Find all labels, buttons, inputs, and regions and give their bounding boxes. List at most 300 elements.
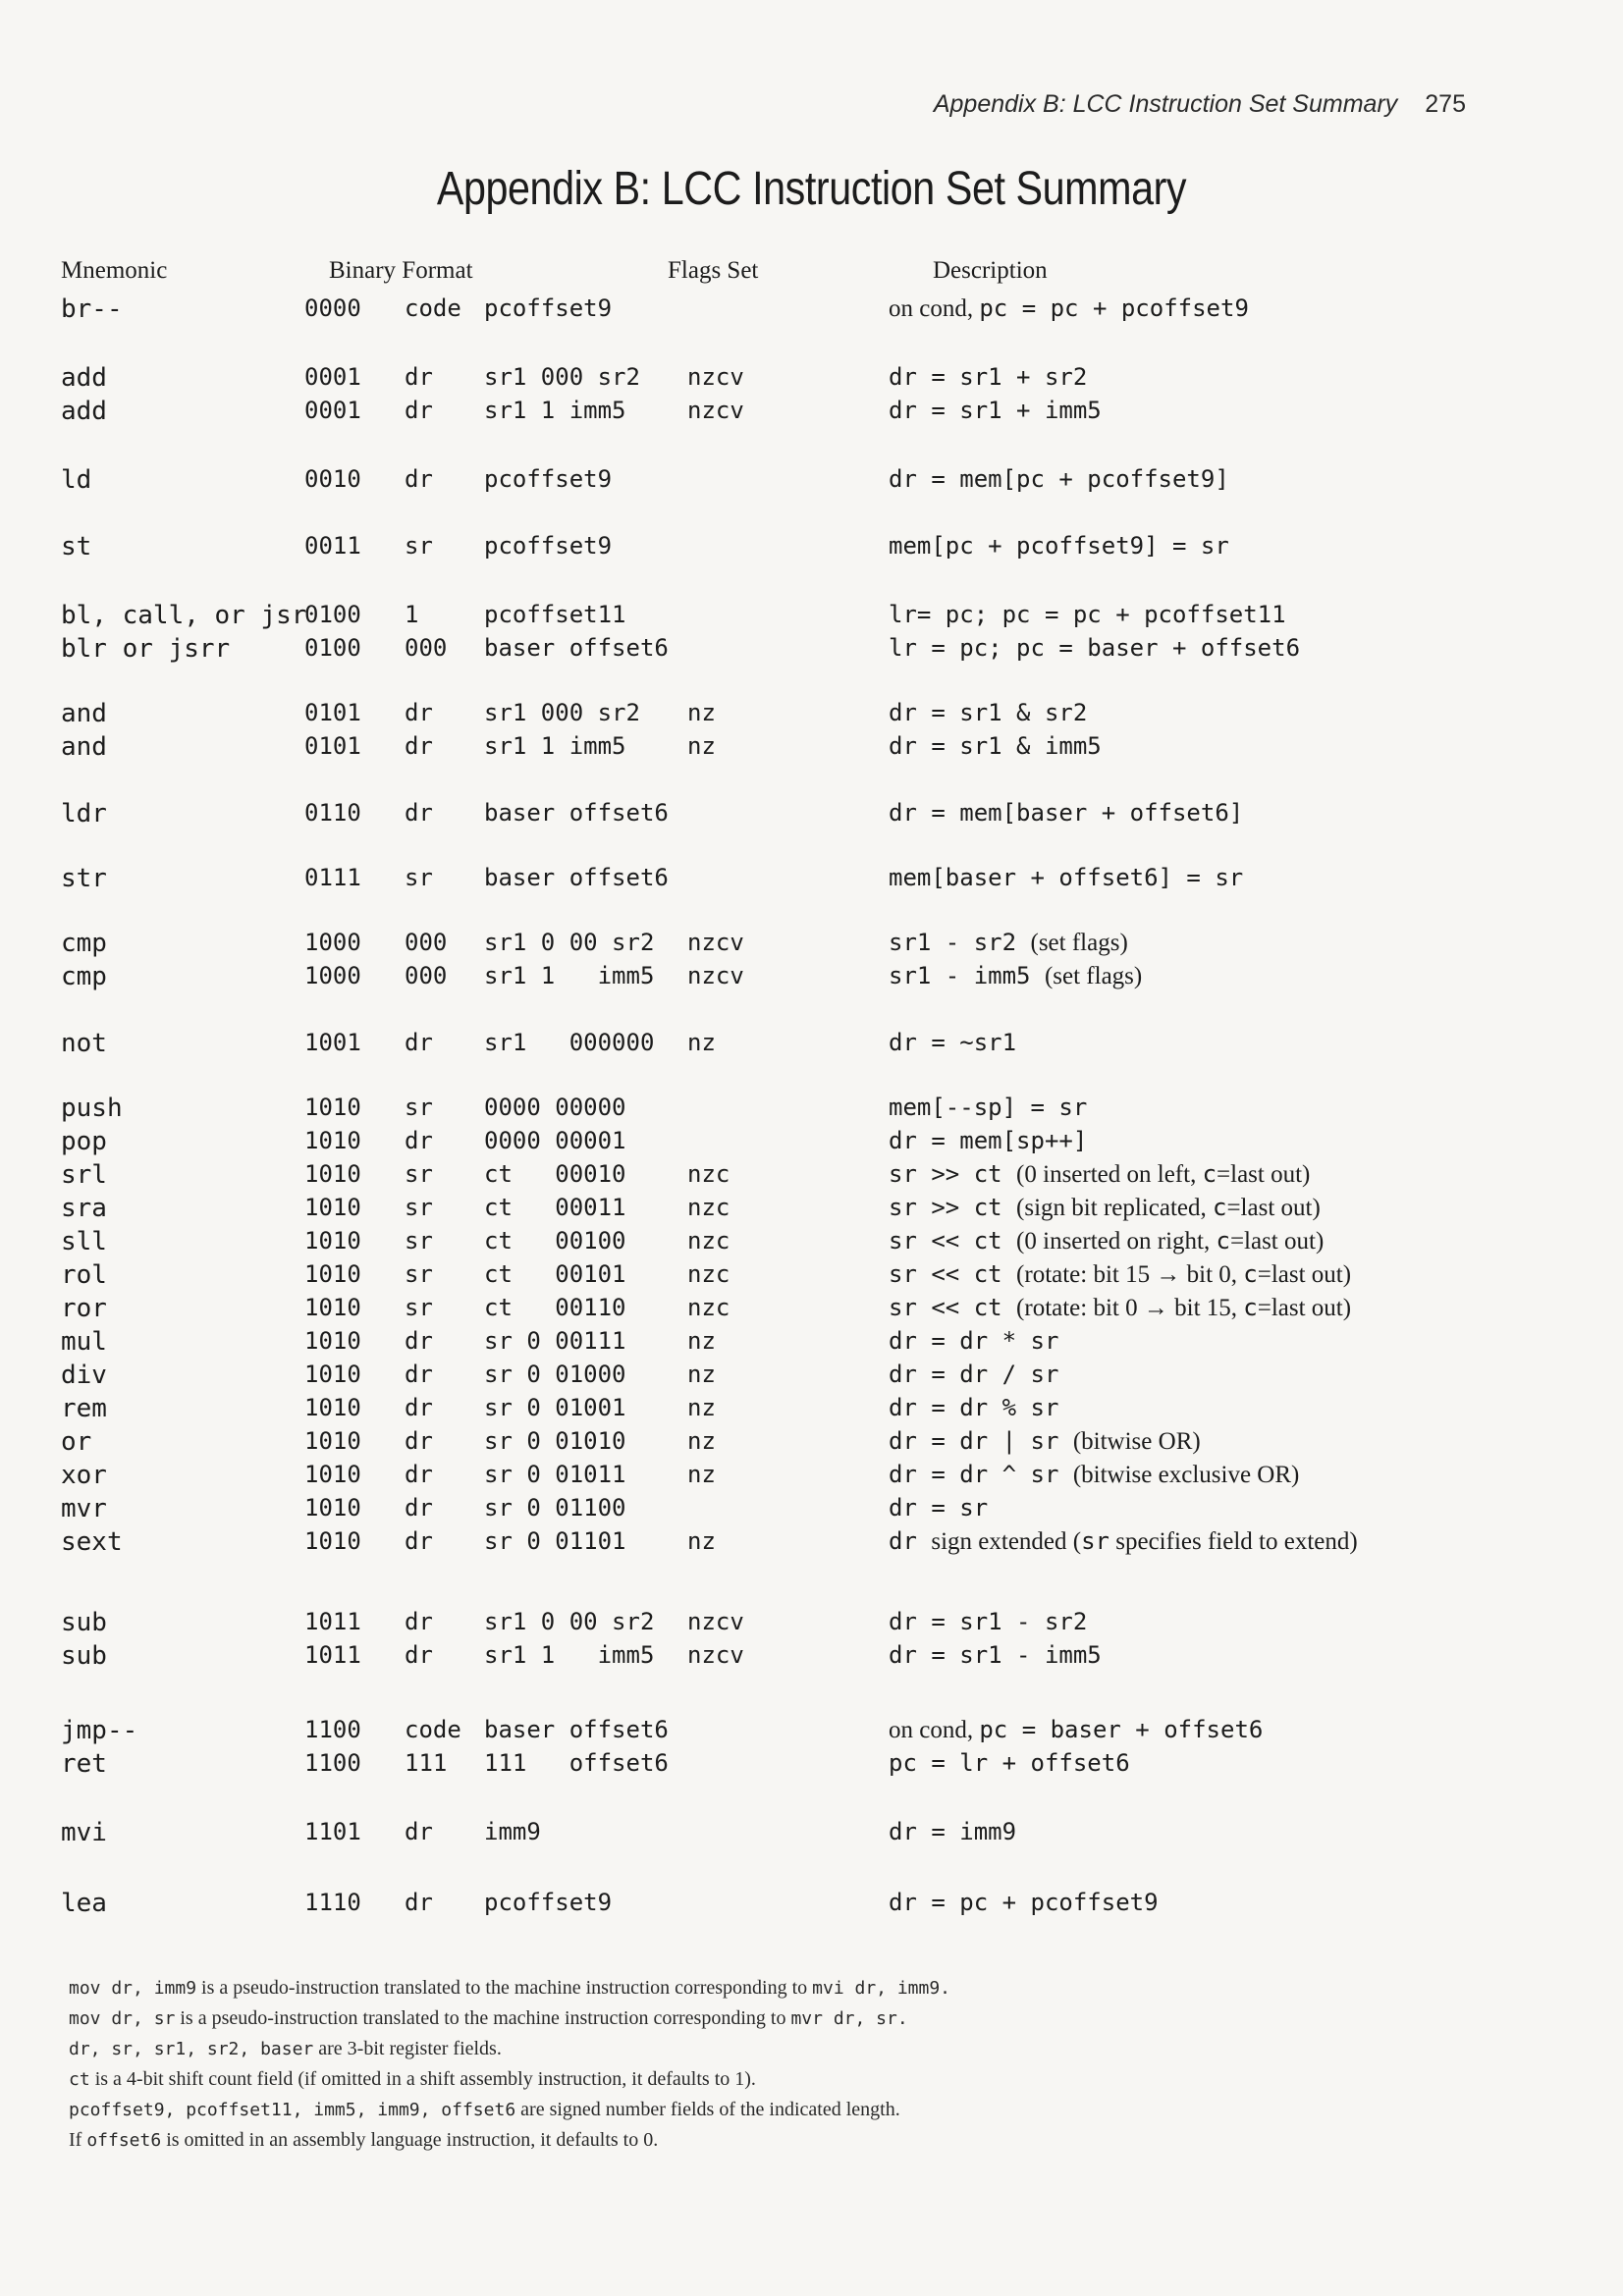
description-text: dr = ~sr1 [889, 1029, 1017, 1056]
table-row [0, 1194, 1623, 1227]
description-text: (0 inserted on right, [1016, 1228, 1217, 1255]
operand-cell: sr1 1 imm5 [484, 1641, 655, 1669]
description-cell [889, 397, 1102, 425]
mnemonic-cell: srl [61, 1160, 107, 1190]
field-cell: sr [405, 1094, 433, 1121]
table-row [0, 732, 1623, 766]
flags-cell: nzcv [687, 397, 744, 424]
description-cell [889, 1716, 1263, 1744]
mnemonic-cell: pop [61, 1127, 107, 1156]
opcode-cell: 1011 [304, 1641, 361, 1669]
footnote-text: If [69, 2129, 87, 2151]
field-cell: sr [405, 1160, 433, 1188]
flags-cell: nz [687, 1361, 716, 1388]
footnote-line [69, 2003, 1492, 2034]
footnote-text: is omitted in an assembly language instruction, it defaults to 0. [161, 2129, 659, 2151]
field-cell: dr [405, 1361, 433, 1388]
description-cell [889, 864, 1243, 892]
table-row [0, 864, 1623, 897]
opcode-cell: 1010 [304, 1194, 361, 1221]
field-cell: 000 [405, 962, 448, 989]
mnemonic-cell: or [61, 1427, 92, 1457]
mnemonic-cell: add [61, 397, 107, 426]
operand-cell: ct 00100 [484, 1227, 626, 1255]
footnote-line [69, 1973, 1492, 2003]
field-cell: 000 [405, 634, 448, 662]
description-text: (rotate: bit 0 → bit 15, [1016, 1295, 1244, 1321]
flags-cell: nz [687, 1461, 716, 1488]
operand-cell: sr 0 00111 [484, 1327, 626, 1355]
description-text: dr = mem[pc + pcoffset9] [889, 465, 1229, 493]
operand-cell: sr1 000 sr2 [484, 699, 640, 726]
description-cell [889, 1260, 1351, 1289]
footnote-text: mov dr, imm9 [69, 1978, 197, 1999]
description-cell [889, 363, 1087, 392]
flags-cell: nzcv [687, 363, 744, 391]
operand-cell: sr1 1 imm5 [484, 962, 655, 989]
mnemonic-cell: ldr [61, 799, 107, 828]
page-title: Appendix B: LCC Instruction Set Summary [436, 163, 1187, 215]
table-row [0, 1160, 1623, 1194]
table-row [0, 1527, 1623, 1561]
operand-cell: ct 00110 [484, 1294, 626, 1321]
operand-cell: sr1 1 imm5 [484, 732, 626, 760]
description-cell [889, 294, 1249, 323]
opcode-cell: 1011 [304, 1608, 361, 1635]
field-cell: dr [405, 1641, 433, 1669]
opcode-cell: 1001 [304, 1029, 361, 1056]
field-cell: dr [405, 1394, 433, 1421]
field-cell: dr [405, 363, 433, 391]
table-row [0, 601, 1623, 634]
operand-cell: pcoffset9 [484, 1889, 613, 1916]
description-cell [889, 1818, 1016, 1846]
opcode-cell: 0110 [304, 799, 361, 827]
description-text: (set flags) [1030, 930, 1128, 956]
table-row [0, 1361, 1623, 1394]
description-cell [889, 601, 1286, 629]
description-cell [889, 1294, 1351, 1322]
operand-cell: ct 00010 [484, 1160, 626, 1188]
table-row [0, 962, 1623, 995]
mnemonic-cell: sub [61, 1608, 107, 1637]
description-text: dr = dr % sr [889, 1394, 1059, 1421]
description-text: sign extended ( [931, 1528, 1082, 1555]
table-row [0, 1749, 1623, 1783]
description-cell [889, 1160, 1310, 1189]
mnemonic-cell: str [61, 864, 107, 893]
field-cell: sr [405, 532, 433, 560]
field-cell: 111 [405, 1749, 448, 1777]
opcode-cell: 0101 [304, 699, 361, 726]
mnemonic-cell: and [61, 699, 107, 728]
field-cell: dr [405, 1527, 433, 1555]
field-cell: code [405, 1716, 461, 1743]
description-text: =last out) [1229, 1228, 1325, 1255]
footnote-text: dr, sr, sr1, sr2, baser [69, 2039, 314, 2059]
table-row [0, 1327, 1623, 1361]
description-text: dr = dr ^ sr [889, 1461, 1073, 1488]
field-cell: 000 [405, 929, 448, 956]
mnemonic-cell: sext [61, 1527, 123, 1557]
description-cell [889, 732, 1102, 761]
footnote-line [69, 2064, 1492, 2095]
field-cell: dr [405, 1427, 433, 1455]
table-row [0, 1227, 1623, 1260]
opcode-cell: 0001 [304, 397, 361, 424]
operand-cell: sr1 0 00 sr2 [484, 929, 655, 956]
description-text: c [1202, 1160, 1217, 1188]
opcode-cell: 0011 [304, 532, 361, 560]
operand-cell: sr1 0 00 sr2 [484, 1608, 655, 1635]
field-cell: sr [405, 1227, 433, 1255]
opcode-cell: 1101 [304, 1818, 361, 1845]
description-cell [889, 929, 1128, 957]
flags-cell: nzcv [687, 929, 744, 956]
description-cell [889, 962, 1142, 990]
field-cell: dr [405, 1029, 433, 1056]
description-cell [889, 1494, 988, 1522]
operand-cell: baser offset6 [484, 799, 669, 827]
operand-cell: pcoffset9 [484, 532, 613, 560]
field-cell: dr [405, 732, 433, 760]
column-headers [0, 257, 1623, 287]
opcode-cell: 1100 [304, 1749, 361, 1777]
mnemonic-cell: sub [61, 1641, 107, 1671]
mnemonic-cell: ld [61, 465, 92, 495]
opcode-cell: 1010 [304, 1461, 361, 1488]
table-row [0, 532, 1623, 565]
description-text: c [1213, 1194, 1227, 1221]
operand-cell: sr1 000000 [484, 1029, 655, 1056]
description-text: dr = imm9 [889, 1818, 1017, 1845]
opcode-cell: 1110 [304, 1889, 361, 1916]
table-row [0, 1818, 1623, 1851]
operand-cell: sr 0 01101 [484, 1527, 626, 1555]
opcode-cell: 1000 [304, 929, 361, 956]
opcode-cell: 1010 [304, 1160, 361, 1188]
footnote-line [69, 2125, 1492, 2156]
flags-cell: nz [687, 699, 716, 726]
field-cell: dr [405, 1127, 433, 1154]
description-text: sr1 - sr2 [889, 929, 1031, 956]
description-cell [889, 1427, 1201, 1456]
operand-cell: imm9 [484, 1818, 541, 1845]
description-cell [889, 1361, 1058, 1389]
description-text: dr = sr1 + imm5 [889, 397, 1102, 424]
operand-cell: pcoffset9 [484, 465, 613, 493]
field-cell: dr [405, 1461, 433, 1488]
description-text: c [1216, 1227, 1230, 1255]
description-text: c [1243, 1294, 1258, 1321]
description-text: =last out) [1226, 1195, 1321, 1221]
description-text: sr >> ct [889, 1194, 1017, 1221]
field-cell: dr [405, 1327, 433, 1355]
description-text: specifies field to extend) [1109, 1528, 1358, 1555]
description-cell [889, 1889, 1159, 1917]
description-text: mem[baser + offset6] = sr [889, 864, 1244, 891]
opcode-cell: 0101 [304, 732, 361, 760]
flags-cell: nzc [687, 1227, 730, 1255]
description-text: on cond, [889, 295, 980, 322]
footnote-text: mov dr, sr [69, 2008, 176, 2029]
description-text: dr = dr / sr [889, 1361, 1059, 1388]
description-cell [889, 1094, 1087, 1122]
description-text: dr = sr1 - sr2 [889, 1608, 1088, 1635]
field-cell: dr [405, 465, 433, 493]
description-text: dr = sr1 + sr2 [889, 363, 1088, 391]
table-row [0, 397, 1623, 430]
table-row [0, 1127, 1623, 1160]
operand-cell: baser offset6 [484, 1716, 669, 1743]
mnemonic-cell: mul [61, 1327, 107, 1357]
mnemonic-cell: rem [61, 1394, 107, 1423]
mnemonic-cell: push [61, 1094, 123, 1123]
flags-cell: nzc [687, 1194, 730, 1221]
description-text: (bitwise OR) [1072, 1428, 1201, 1455]
description-text: dr [889, 1527, 932, 1555]
header-description: Description [933, 257, 1048, 284]
table-row [0, 1889, 1623, 1922]
description-text: dr = dr * sr [889, 1327, 1059, 1355]
table-row [0, 634, 1623, 667]
footnote-text: are 3-bit register fields. [313, 2038, 502, 2059]
page-number: 275 [1425, 90, 1466, 118]
running-head [934, 90, 1466, 119]
opcode-cell: 1010 [304, 1427, 361, 1455]
opcode-cell: 0000 [304, 294, 361, 322]
operand-cell: sr 0 01011 [484, 1461, 626, 1488]
mnemonic-cell: jmp-- [61, 1716, 138, 1745]
header-binary-format: Binary Format [329, 257, 473, 284]
table-row [0, 1094, 1623, 1127]
description-cell [889, 1461, 1299, 1489]
description-text: c [1243, 1260, 1258, 1288]
mnemonic-cell: ror [61, 1294, 107, 1323]
table-row [0, 1427, 1623, 1461]
field-cell: sr [405, 1260, 433, 1288]
description-text: (bitwise exclusive OR) [1072, 1462, 1300, 1488]
description-text: pc = baser + offset6 [979, 1716, 1264, 1743]
description-cell [889, 1327, 1058, 1356]
description-text: dr = sr [889, 1494, 989, 1522]
description-text: mem[pc + pcoffset9] = sr [889, 532, 1229, 560]
table-row [0, 1394, 1623, 1427]
table-row [0, 465, 1623, 499]
flags-cell: nz [687, 1527, 716, 1555]
description-text: dr = sr1 & sr2 [889, 699, 1088, 726]
mnemonic-cell: sra [61, 1194, 107, 1223]
field-cell: sr [405, 1194, 433, 1221]
description-cell [889, 532, 1229, 561]
flags-cell: nzcv [687, 962, 744, 989]
description-cell [889, 699, 1087, 727]
mnemonic-cell: not [61, 1029, 107, 1058]
operand-cell: baser offset6 [484, 634, 669, 662]
operand-cell: 0000 00001 [484, 1127, 626, 1154]
opcode-cell: 1010 [304, 1394, 361, 1421]
footnotes [69, 1973, 1492, 2156]
operand-cell: pcoffset11 [484, 601, 626, 628]
mnemonic-cell: ret [61, 1749, 107, 1779]
description-text: dr = mem[sp++] [889, 1127, 1088, 1154]
description-text: pc = pc + pcoffset9 [979, 294, 1249, 322]
table-row [0, 1029, 1623, 1062]
field-cell: dr [405, 699, 433, 726]
description-text: dr = sr1 & imm5 [889, 732, 1102, 760]
operand-cell: ct 00011 [484, 1194, 626, 1221]
flags-cell: nzcv [687, 1608, 744, 1635]
description-text: (sign bit replicated, [1016, 1195, 1213, 1221]
field-cell: 1 [405, 601, 419, 628]
description-text: (set flags) [1044, 963, 1143, 989]
description-text: sr << ct [889, 1294, 1017, 1321]
description-text: pc = lr + offset6 [889, 1749, 1130, 1777]
flags-cell: nz [687, 1029, 716, 1056]
operand-cell: sr 0 01010 [484, 1427, 626, 1455]
flags-cell: nz [687, 1394, 716, 1421]
table-row [0, 1260, 1623, 1294]
mnemonic-cell: mvi [61, 1818, 107, 1847]
footnote-text: is a pseudo-instruction translated to the machine instruction corresponding to [175, 2007, 791, 2029]
description-text: =last out) [1257, 1261, 1352, 1288]
table-row [0, 1716, 1623, 1749]
description-cell [889, 1127, 1087, 1155]
footnote-text: are signed number fields of the indicated length. [515, 2099, 900, 2120]
description-text: =last out) [1257, 1295, 1352, 1321]
description-text: lr= pc; pc = pc + pcoffset11 [889, 601, 1286, 628]
footnote-text: mvi dr, imm9. [812, 1978, 951, 1999]
table-row [0, 1461, 1623, 1494]
opcode-cell: 1010 [304, 1527, 361, 1555]
operand-cell: baser offset6 [484, 864, 669, 891]
opcode-cell: 1010 [304, 1227, 361, 1255]
opcode-cell: 1100 [304, 1716, 361, 1743]
description-text: sr [1081, 1527, 1109, 1555]
operand-cell: pcoffset9 [484, 294, 613, 322]
table-row [0, 1641, 1623, 1675]
description-text: (rotate: bit 15 → bit 0, [1016, 1261, 1244, 1288]
operand-cell: ct 00101 [484, 1260, 626, 1288]
flags-cell: nz [687, 1427, 716, 1455]
flags-cell: nzcv [687, 1641, 744, 1669]
field-cell: code [405, 294, 461, 322]
description-cell [889, 1749, 1130, 1778]
description-text: sr >> ct [889, 1160, 1017, 1188]
header-mnemonic: Mnemonic [61, 257, 168, 284]
mnemonic-cell: xor [61, 1461, 107, 1490]
field-cell: sr [405, 864, 433, 891]
description-text: mem[--sp] = sr [889, 1094, 1088, 1121]
opcode-cell: 0010 [304, 465, 361, 493]
opcode-cell: 1010 [304, 1327, 361, 1355]
footnote-line [69, 2095, 1492, 2125]
field-cell: dr [405, 1889, 433, 1916]
mnemonic-cell: div [61, 1361, 107, 1390]
flags-cell: nz [687, 1327, 716, 1355]
opcode-cell: 1000 [304, 962, 361, 989]
footnote-text: is a pseudo-instruction translated to the machine instruction corresponding to [196, 1977, 813, 1999]
description-cell [889, 1029, 1016, 1057]
description-cell [889, 634, 1300, 663]
description-text: dr = pc + pcoffset9 [889, 1889, 1159, 1916]
field-cell: dr [405, 397, 433, 424]
mnemonic-cell: blr or jsrr [61, 634, 231, 664]
mnemonic-cell: rol [61, 1260, 107, 1290]
mnemonic-cell: and [61, 732, 107, 762]
footnote-text: mvr dr, sr. [790, 2008, 908, 2029]
field-cell: dr [405, 1494, 433, 1522]
opcode-cell: 1010 [304, 1094, 361, 1121]
description-cell [889, 1194, 1321, 1222]
opcode-cell: 0111 [304, 864, 361, 891]
description-text: sr1 - imm5 [889, 962, 1045, 989]
mnemonic-cell: add [61, 363, 107, 393]
table-row [0, 699, 1623, 732]
opcode-cell: 1010 [304, 1294, 361, 1321]
table-row [0, 363, 1623, 397]
opcode-cell: 1010 [304, 1361, 361, 1388]
table-row [0, 1294, 1623, 1327]
flags-cell: nzc [687, 1294, 730, 1321]
opcode-cell: 0100 [304, 601, 361, 628]
mnemonic-cell: lea [61, 1889, 107, 1918]
description-text: (0 inserted on left, [1016, 1161, 1203, 1188]
opcode-cell: 0001 [304, 363, 361, 391]
field-cell: dr [405, 1608, 433, 1635]
table-row [0, 929, 1623, 962]
mnemonic-cell: sll [61, 1227, 107, 1256]
description-text: sr << ct [889, 1227, 1017, 1255]
table-row [0, 1608, 1623, 1641]
mnemonic-cell: br-- [61, 294, 123, 324]
description-cell [889, 1394, 1058, 1422]
description-text: lr = pc; pc = baser + offset6 [889, 634, 1301, 662]
flags-cell: nzc [687, 1260, 730, 1288]
operand-cell: 0000 00000 [484, 1094, 626, 1121]
field-cell: dr [405, 1818, 433, 1845]
footnote-text: is a 4-bit shift count field (if omitted in a shift assembly instruction, it defaults to 1). [89, 2068, 756, 2090]
description-cell [889, 1608, 1087, 1636]
opcode-cell: 1010 [304, 1260, 361, 1288]
footnote-text: pcoffset9, pcoffset11, imm5, imm9, offset6 [69, 2100, 516, 2120]
description-text: dr = dr | sr [889, 1427, 1073, 1455]
footnote-line [69, 2034, 1492, 2064]
description-cell [889, 1641, 1102, 1670]
table-row [0, 1494, 1623, 1527]
operand-cell: sr 0 01000 [484, 1361, 626, 1388]
field-cell: dr [405, 799, 433, 827]
table-row [0, 294, 1623, 328]
opcode-cell: 1010 [304, 1127, 361, 1154]
description-cell [889, 1227, 1324, 1255]
description-cell [889, 799, 1243, 828]
flags-cell: nz [687, 732, 716, 760]
mnemonic-cell: bl, call, or jsr [61, 601, 307, 630]
description-text: sr << ct [889, 1260, 1017, 1288]
table-row [0, 799, 1623, 832]
description-text: =last out) [1217, 1161, 1311, 1188]
mnemonic-cell: cmp [61, 962, 107, 991]
operand-cell: 111 offset6 [484, 1749, 669, 1777]
operand-cell: sr 0 01001 [484, 1394, 626, 1421]
description-cell [889, 465, 1229, 494]
mnemonic-cell: mvr [61, 1494, 107, 1523]
opcode-cell: 0100 [304, 634, 361, 662]
footnote-text: ct [69, 2069, 90, 2090]
description-text: dr = sr1 - imm5 [889, 1641, 1102, 1669]
mnemonic-cell: st [61, 532, 92, 561]
